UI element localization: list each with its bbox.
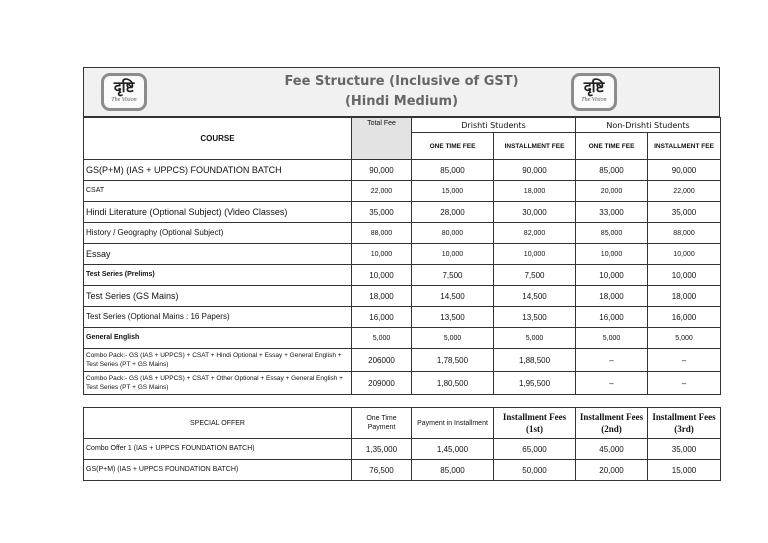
table-row: [84, 181, 721, 202]
offer-inst-1: 65,000: [494, 439, 576, 460]
drishti-one-time: 15,000: [412, 181, 494, 202]
drishti-installment: 14,500: [494, 286, 576, 307]
table-row: [84, 265, 721, 286]
offer-inst-3: 35,000: [648, 439, 721, 460]
drishti-one-time: 1,78,500: [412, 349, 494, 372]
course-name: GS(P+M) (IAS + UPPCS) FOUNDATION BATCH: [84, 160, 352, 181]
total-fee: 88,000: [352, 223, 412, 244]
table-row: [84, 244, 721, 265]
non-drishti-one-time: 85,000: [576, 160, 648, 181]
header-non-drishti-installment: INSTALLMENT FEE: [648, 133, 721, 160]
non-drishti-installment: 35,000: [648, 202, 721, 223]
non-drishti-installment: 10,000: [648, 244, 721, 265]
table-row: [84, 307, 721, 328]
drishti-one-time: 13,500: [412, 307, 494, 328]
fee-table: [83, 117, 721, 395]
total-fee: 18,000: [352, 286, 412, 307]
header-course: COURSE: [84, 118, 352, 160]
table-gap: [83, 395, 720, 407]
table-row: [84, 286, 721, 307]
course-name: History / Geography (Optional Subject): [84, 223, 352, 244]
total-fee: 10,000: [352, 244, 412, 265]
course-name: Combo Pack:- GS (IAS + UPPCS) + CSAT + Hindi Optional + Essay + General English + Test Series (PT + GS Mains): [84, 349, 352, 372]
drishti-installment: 18,000: [494, 181, 576, 202]
table-row: [84, 349, 721, 372]
offer-name: GS(P+M) (IAS + UPPCS FOUNDATION BATCH): [84, 460, 352, 481]
drishti-installment: 10,000: [494, 244, 576, 265]
course-name: Test Series (Prelims): [84, 265, 352, 286]
total-fee: 35,000: [352, 202, 412, 223]
offer-inst-2: 20,000: [576, 460, 648, 481]
drishti-one-time: 28,000: [412, 202, 494, 223]
offer-one-time: 76,500: [352, 460, 412, 481]
drishti-installment: 82,000: [494, 223, 576, 244]
non-drishti-installment: –: [648, 372, 721, 395]
non-drishti-installment: 10,000: [648, 265, 721, 286]
drishti-installment: 5,000: [494, 328, 576, 349]
non-drishti-installment: 22,000: [648, 181, 721, 202]
offer-installment: 85,000: [412, 460, 494, 481]
header-payment-installment: Payment in Installment: [412, 408, 494, 439]
course-name: Essay: [84, 244, 352, 265]
drishti-one-time: 14,500: [412, 286, 494, 307]
total-fee: 206000: [352, 349, 412, 372]
drishti-one-time: 80,000: [412, 223, 494, 244]
fee-structure-sheet: [83, 67, 720, 481]
drishti-one-time: 7,500: [412, 265, 494, 286]
title-line-2: (Hindi Medium): [344, 94, 459, 109]
offer-installment: 1,45,000: [412, 439, 494, 460]
offer-name: Combo Offer 1 (IAS + UPPCS FOUNDATION BATCH): [84, 439, 352, 460]
total-fee: 209000: [352, 372, 412, 395]
table-row: [84, 160, 721, 181]
non-drishti-one-time: –: [576, 349, 648, 372]
drishti-one-time: 1,80,500: [412, 372, 494, 395]
non-drishti-installment: 88,000: [648, 223, 721, 244]
header-special-offer: SPECIAL OFFER: [84, 408, 352, 439]
course-name: Combo Pack:- GS (IAS + UPPCS) + CSAT + Other Optional + Essay + General English + Test Series (PT + GS Mains): [84, 372, 352, 395]
title-line-1: Fee Structure (Inclusive of GST): [284, 74, 519, 89]
drishti-installment: 1,95,500: [494, 372, 576, 395]
drishti-installment: 30,000: [494, 202, 576, 223]
course-name: Test Series (GS Mains): [84, 286, 352, 307]
non-drishti-installment: –: [648, 349, 721, 372]
logo-devanagari: दृष्टि: [113, 78, 135, 96]
drishti-installment: 13,500: [494, 307, 576, 328]
non-drishti-installment: 90,000: [648, 160, 721, 181]
non-drishti-installment: 16,000: [648, 307, 721, 328]
page-title: [84, 72, 719, 112]
total-fee: 5,000: [352, 328, 412, 349]
non-drishti-one-time: 20,000: [576, 181, 648, 202]
course-name: Test Series (Optional Mains : 16 Papers): [84, 307, 352, 328]
offer-inst-1: 50,000: [494, 460, 576, 481]
non-drishti-one-time: –: [576, 372, 648, 395]
table-row: [84, 223, 721, 244]
header-one-time-payment: One Time Payment: [352, 408, 412, 439]
header-drishti-students: Drishti Students: [412, 118, 576, 133]
non-drishti-one-time: 10,000: [576, 244, 648, 265]
non-drishti-one-time: 10,000: [576, 265, 648, 286]
table-row: [84, 439, 721, 460]
header-total-fee: Total Fee: [352, 118, 412, 160]
non-drishti-installment: 18,000: [648, 286, 721, 307]
offer-inst-2: 45,000: [576, 439, 648, 460]
logo-devanagari: दृष्टि: [583, 78, 605, 96]
logo-tagline: The Vision: [581, 97, 607, 103]
drishti-one-time: 5,000: [412, 328, 494, 349]
table-row: [84, 202, 721, 223]
logo-tagline: The Vision: [111, 97, 137, 103]
non-drishti-one-time: 16,000: [576, 307, 648, 328]
total-fee: 90,000: [352, 160, 412, 181]
header-drishti-one-time: ONE TIME FEE: [412, 133, 494, 160]
title-banner: [83, 67, 720, 117]
drishti-one-time: 85,000: [412, 160, 494, 181]
drishti-installment: 1,88,500: [494, 349, 576, 372]
non-drishti-one-time: 18,000: [576, 286, 648, 307]
course-name: General English: [84, 328, 352, 349]
header-installment-1st: Installment Fees (1st): [494, 408, 576, 439]
course-name: CSAT: [84, 181, 352, 202]
total-fee: 22,000: [352, 181, 412, 202]
header-non-drishti-students: Non-Drishti Students: [576, 118, 721, 133]
total-fee: 10,000: [352, 265, 412, 286]
non-drishti-one-time: 5,000: [576, 328, 648, 349]
drishti-installment: 90,000: [494, 160, 576, 181]
header-drishti-installment: INSTALLMENT FEE: [494, 133, 576, 160]
non-drishti-one-time: 85,000: [576, 223, 648, 244]
table-row: [84, 372, 721, 395]
drishti-installment: 7,500: [494, 265, 576, 286]
header-installment-2nd: Installment Fees (2nd): [576, 408, 648, 439]
drishti-one-time: 10,000: [412, 244, 494, 265]
course-name: Hindi Literature (Optional Subject) (Video Classes): [84, 202, 352, 223]
table-row: [84, 328, 721, 349]
total-fee: 16,000: [352, 307, 412, 328]
offer-one-time: 1,35,000: [352, 439, 412, 460]
table-row: [84, 460, 721, 481]
header-non-drishti-one-time: ONE TIME FEE: [576, 133, 648, 160]
non-drishti-one-time: 33,000: [576, 202, 648, 223]
offer-inst-3: 15,000: [648, 460, 721, 481]
non-drishti-installment: 5,000: [648, 328, 721, 349]
special-offer-table: [83, 407, 721, 481]
drishti-logo-right: [571, 73, 617, 111]
header-installment-3rd: Installment Fees (3rd): [648, 408, 721, 439]
